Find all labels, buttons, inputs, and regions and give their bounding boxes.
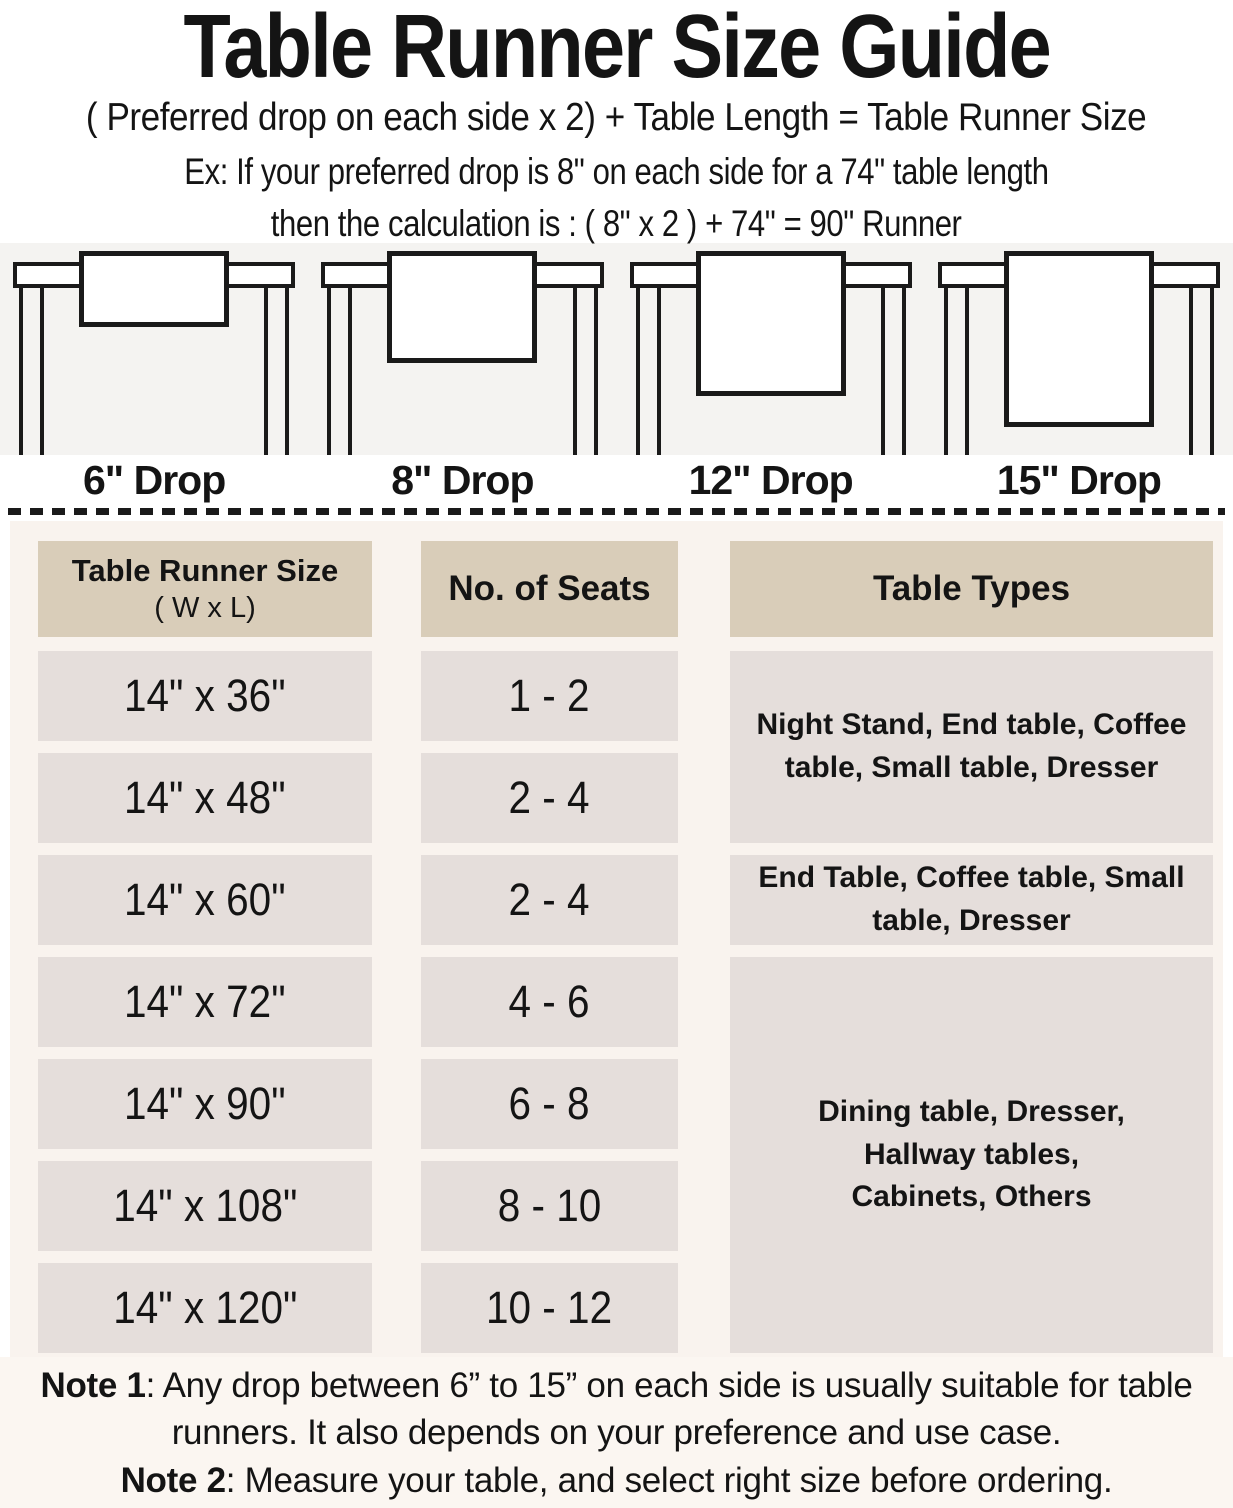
size-cell-row1 (38, 651, 372, 741)
table-diagram-6in-drop (0, 243, 308, 455)
table-leg-left (944, 287, 969, 455)
note-1-text: : Any drop between 6” to 15” on each side is usually suitable for table runners. It also depends on your preference and use case. (145, 1366, 1193, 1453)
size-value: 14" x 48" (124, 772, 286, 823)
example-line-2: then the calculation is : ( 8" x 2 ) + 74" = 90" Runner (271, 203, 962, 245)
drop-label-12in: 12" Drop (688, 457, 853, 503)
example-line-1: Ex: If your preferred drop is 8" on each side for a 74" table length (184, 150, 1049, 192)
size-value: 14" x 120" (112, 1282, 298, 1333)
size-value: 14" x 60" (124, 874, 286, 925)
drop-label-15in: 15" Drop (996, 457, 1161, 503)
size-cell-row4 (38, 957, 372, 1047)
seats-cell-row7 (421, 1263, 678, 1353)
header-section (0, 0, 1233, 243)
size-cell-row2 (38, 753, 372, 843)
size-cell-row3 (38, 855, 372, 945)
table-leg-right (264, 287, 289, 455)
formula-text: ( Preferred drop on each side x 2) + Table Length = Table Runner Size (86, 96, 1147, 139)
dashed-divider (8, 508, 1225, 515)
seats-column-header-title: No. of Seats (448, 569, 651, 608)
size-value: 14" x 108" (112, 1180, 298, 1231)
note-2 (12, 1457, 1221, 1504)
seats-column-header (421, 541, 678, 637)
types-cell-group1 (730, 651, 1213, 843)
seats-cell-row3 (421, 855, 678, 945)
seats-value: 10 - 12 (486, 1282, 613, 1333)
size-cell-row7 (38, 1263, 372, 1353)
runner-rect (387, 251, 537, 363)
table-diagram-15in-drop (925, 243, 1233, 455)
table-leg-left (19, 287, 44, 455)
types-column-header-title: Table Types (872, 569, 1071, 608)
seats-value: 6 - 8 (508, 1078, 591, 1129)
size-column-header-title: Table Runner Size (71, 552, 339, 588)
table-leg-left (327, 287, 352, 455)
table-leg-left (636, 287, 661, 455)
types-column-header (730, 541, 1213, 637)
seats-value: 8 - 10 (497, 1180, 602, 1231)
size-value: 14" x 36" (124, 670, 286, 721)
seats-cell-row5 (421, 1059, 678, 1149)
runner-rect (696, 251, 846, 396)
types-group2-text: End Table, Coffee table, Small table, Dresser (758, 861, 1185, 937)
seats-cell-row4 (421, 957, 678, 1047)
types-group1-text: Night Stand, End table, Coffee table, Small table, Dresser (756, 708, 1187, 784)
size-cell-row5 (38, 1059, 372, 1149)
drop-diagrams-strip (0, 243, 1233, 455)
size-cell-row6 (38, 1161, 372, 1251)
size-column-header-sub: ( W x L) (154, 592, 256, 625)
table-leg-right (881, 287, 906, 455)
size-value: 14" x 90" (124, 1078, 286, 1129)
seats-value: 2 - 4 (508, 772, 591, 823)
note-1 (12, 1362, 1221, 1457)
table-leg-right (573, 287, 598, 455)
runner-rect (1004, 251, 1154, 427)
table-leg-right (1189, 287, 1214, 455)
types-group3-text: Dining table, Dresser, Hallway tables, Cabinets, Others (818, 1095, 1125, 1214)
size-value: 14" x 72" (124, 976, 286, 1027)
seats-cell-row6 (421, 1161, 678, 1251)
table-diagram-8in-drop (308, 243, 616, 455)
runner-rect (79, 251, 229, 327)
size-column-header (38, 541, 372, 637)
seats-cell-row1 (421, 651, 678, 741)
note-2-label: Note 2 (120, 1460, 226, 1500)
drop-label-6in: 6" Drop (82, 457, 226, 503)
seats-value: 4 - 6 (508, 976, 591, 1027)
seats-value: 2 - 4 (508, 874, 591, 925)
note-1-label: Note 1 (40, 1366, 146, 1405)
seats-cell-row2 (421, 753, 678, 843)
drop-label-8in: 8" Drop (391, 457, 534, 503)
size-table-section (10, 521, 1223, 1357)
drop-labels-row (0, 455, 1233, 506)
note-2-text: : Measure your table, and select right size before ordering. (225, 1460, 1113, 1500)
types-cell-group2 (730, 855, 1213, 945)
page-title: Table Runner Size Guide (183, 0, 1050, 97)
table-diagram-12in-drop (617, 243, 925, 455)
seats-value: 1 - 2 (508, 670, 591, 721)
notes-section (0, 1357, 1233, 1508)
types-cell-group3 (730, 957, 1213, 1353)
